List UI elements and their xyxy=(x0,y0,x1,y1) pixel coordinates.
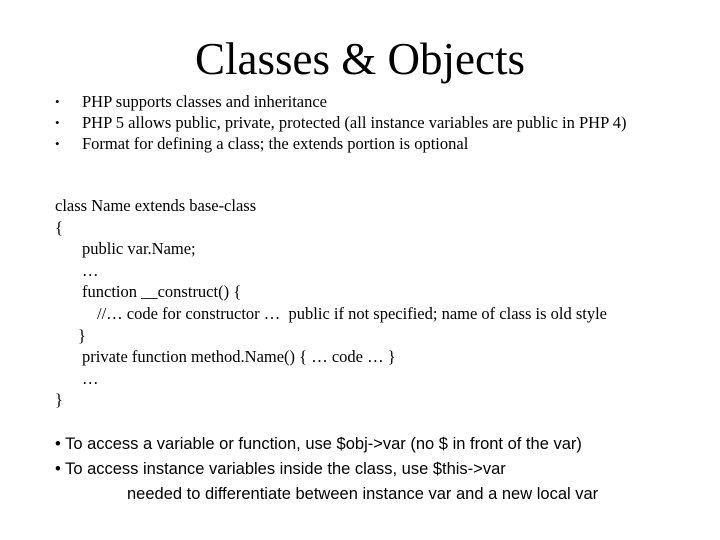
code-line: function __construct() { xyxy=(82,282,242,302)
note-line: needed to differentiate between instance var and a new local var xyxy=(127,485,599,503)
bullet-icon: • xyxy=(55,136,60,151)
code-line: } xyxy=(55,390,63,410)
notes-section xyxy=(55,432,695,507)
code-line: private function method.Name() { … code … } xyxy=(82,347,396,367)
code-line: … xyxy=(82,368,99,388)
note-line: • To access instance variables inside the class, use $this->var xyxy=(55,460,506,478)
code-line: class Name extends base-class xyxy=(55,196,257,215)
slide-title: Classes & Objects xyxy=(195,34,525,84)
code-block xyxy=(55,195,675,411)
code-line: public var.Name; xyxy=(82,239,196,259)
bullet-text: Format for defining a class; the extends portion is optional xyxy=(82,134,469,153)
bullet-list xyxy=(55,92,675,155)
bullet-text: PHP supports classes and inheritance xyxy=(82,92,328,111)
code-line: } xyxy=(78,325,86,345)
code-line: { xyxy=(55,217,63,237)
bullet-icon: • xyxy=(55,94,60,109)
code-line: … xyxy=(82,260,99,280)
code-line: //… code for constructor … public if not specified; name of class is old style xyxy=(97,303,608,323)
bullet-text: PHP 5 allows public, private, protected (all instance variables are public in PHP 4) xyxy=(82,113,627,132)
bullet-item xyxy=(55,92,675,111)
bullet-item xyxy=(55,113,675,132)
bullet-icon: • xyxy=(55,115,60,130)
note-line: • To access a variable or function, use $obj->var (no $ in front of the var) xyxy=(55,435,582,453)
bullet-item xyxy=(55,134,675,153)
